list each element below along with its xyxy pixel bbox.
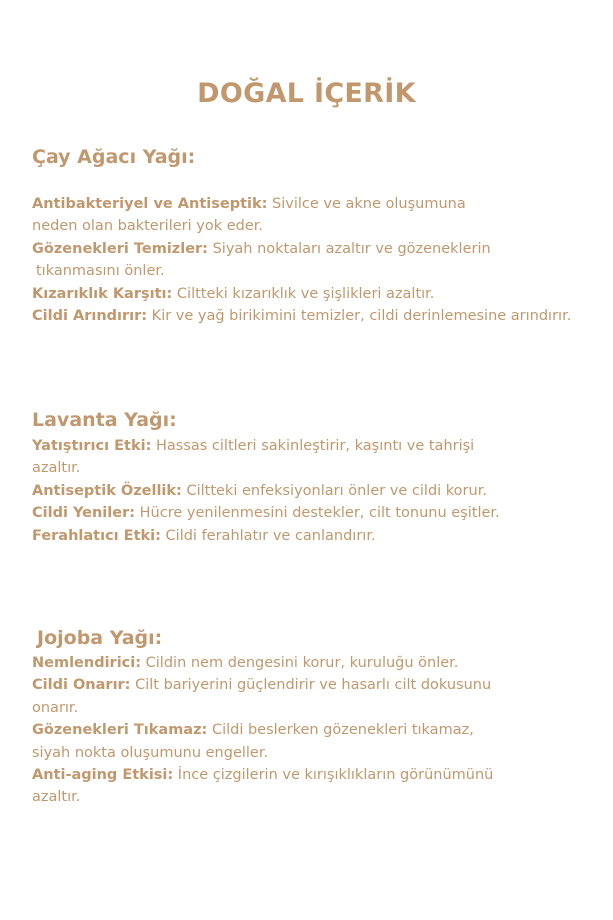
benefit-label: Cildi Onarır: (32, 677, 131, 694)
benefit-line (32, 480, 613, 502)
benefit-text: Cildin nem dengesini korur, kuruluğu önler. (141, 655, 459, 671)
benefit-label: Ferahlatıcı Etki: (32, 527, 161, 544)
benefit-label: Kızarıklık Karşıtı: (32, 285, 173, 302)
benefit-text: Kir ve yağ birikimini temizler, cildi derinlemesine arındırır. (147, 307, 572, 324)
benefit-label: Cildi Arındırır: (32, 307, 148, 324)
section-body-jojoba (32, 652, 613, 809)
benefit-text: neden olan bakterileri yok eder. (32, 218, 263, 235)
benefit-text: tıkanmasını önler. (36, 263, 165, 280)
benefit-line (32, 260, 613, 282)
benefit-text: onarır. (32, 699, 79, 716)
benefit-label: Gözenekleri Tıkamaz: (32, 722, 208, 739)
benefit-text: Cildi ferahlatır ve canlandırır. (160, 527, 376, 544)
benefit-label: Yatıştırıcı Etki: (32, 438, 152, 454)
section-body-tea-tree (32, 193, 613, 327)
section-heading-jojoba: Jojoba Yağı: (37, 627, 163, 649)
benefit-line (32, 786, 613, 808)
benefit-line (32, 283, 613, 305)
benefit-text: siyah nokta oluşumunu engeller. (32, 744, 269, 761)
benefit-text: azaltır. (32, 460, 81, 477)
benefit-line (32, 674, 613, 696)
benefit-text: Hücre yenilenmesini destekler, cilt tonunu eşitler. (135, 505, 500, 522)
benefit-text: Siyah noktaları azaltır ve gözeneklerin (207, 240, 491, 257)
benefit-text: Ciltteki kızarıklık ve şişlikleri azaltır. (172, 285, 435, 302)
benefit-line (32, 215, 613, 237)
benefit-line (32, 193, 613, 215)
section-body-lavender (32, 435, 613, 547)
benefit-label: Gözenekleri Temizler: (32, 240, 208, 257)
page-title: DOĞAL İÇERİK (197, 78, 416, 109)
benefit-label: Nemlendirici: (32, 655, 142, 671)
benefit-line (32, 742, 613, 764)
benefit-label: Antiseptik Özellik: (32, 482, 182, 499)
benefit-label: Anti-aging Etkisi: (32, 766, 174, 783)
benefit-text: Hassas ciltleri sakinleştirir, kaşıntı ve tahrişi (151, 438, 475, 454)
benefit-text: azaltır. (32, 789, 81, 806)
benefit-line (32, 502, 613, 524)
benefit-line (32, 719, 613, 741)
benefit-line (32, 697, 613, 719)
benefit-line (32, 238, 613, 260)
benefit-text: Cilt bariyerini güçlendirir ve hasarlı cilt dokusunu (130, 677, 492, 694)
section-heading-tea-tree: Çay Ağacı Yağı: (32, 146, 196, 168)
benefit-label: Antibakteriyel ve Antiseptik: (32, 196, 268, 212)
benefit-line (32, 652, 613, 674)
benefit-text: Ciltteki enfeksiyonları önler ve cildi korur. (181, 482, 487, 499)
benefit-line (32, 525, 613, 547)
benefit-label: Cildi Yeniler: (32, 505, 136, 522)
benefit-line (32, 764, 613, 786)
section-heading-lavender: Lavanta Yağı: (32, 409, 177, 431)
benefit-text: İnce çizgilerin ve kırışıklıkların görünümünü (173, 766, 494, 783)
benefit-text: Sivilce ve akne oluşumuna (267, 196, 466, 212)
benefit-text: Cildi beslerken gözenekleri tıkamaz, (207, 722, 474, 739)
benefit-line (32, 435, 613, 457)
benefit-line (32, 305, 613, 327)
benefit-line (32, 457, 613, 479)
